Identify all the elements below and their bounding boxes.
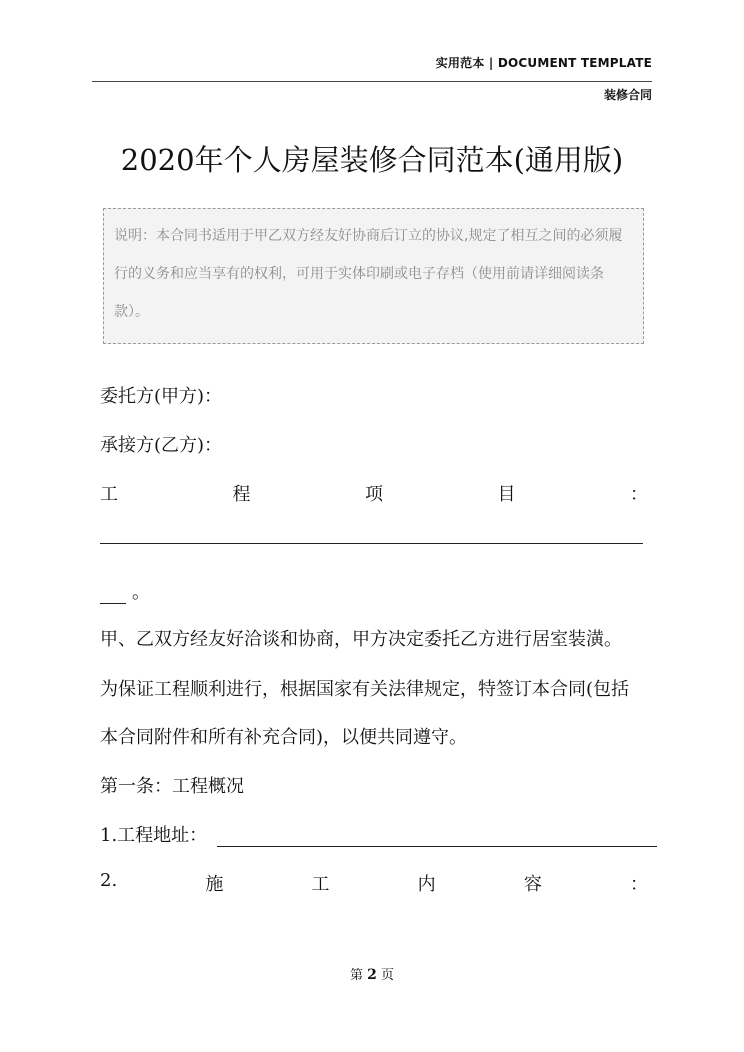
page-prefix: 第 bbox=[349, 968, 363, 983]
header-subtitle: 装修合同 bbox=[603, 88, 652, 102]
page-suffix: 页 bbox=[381, 968, 395, 983]
project-char: 目 bbox=[497, 484, 516, 505]
paragraph-2: 为保证工程顺利进行，根据国家有关法律规定，特签订本合同(包括 bbox=[100, 679, 630, 700]
project-char: ： bbox=[630, 484, 648, 505]
item-2-line bbox=[100, 870, 648, 896]
item-2-char: 内 bbox=[417, 874, 436, 895]
project-blank-end bbox=[100, 578, 150, 604]
item-2-char: ： bbox=[629, 874, 648, 895]
project-blank-line bbox=[100, 543, 643, 544]
document-title: 2020年个人房屋装修合同范本(通用版) bbox=[120, 143, 624, 177]
item-1-line bbox=[100, 821, 657, 847]
header-divider bbox=[92, 81, 652, 82]
note-box bbox=[103, 208, 644, 344]
paragraph-3: 本合同附件和所有补充合同)，以便共同遵守。 bbox=[100, 727, 468, 748]
project-blank-short bbox=[100, 603, 126, 604]
project-line bbox=[100, 480, 648, 506]
page-number-value: 2 bbox=[367, 967, 377, 983]
project-char: 程 bbox=[232, 484, 251, 505]
item-2-char: 容 bbox=[523, 874, 542, 895]
address-blank-line bbox=[217, 846, 657, 847]
article-1-heading: 第一条：工程概况 bbox=[100, 776, 244, 797]
item-2-char: 施 bbox=[205, 874, 224, 895]
item-1-label: 1.工程地址： bbox=[100, 825, 208, 846]
page-number bbox=[0, 964, 744, 983]
party-b-line: 承接方(乙方)： bbox=[100, 435, 223, 456]
project-char: 工 bbox=[100, 484, 118, 505]
project-char: 项 bbox=[365, 484, 383, 505]
paragraph-1: 甲、乙双方经友好洽谈和协商，甲方决定委托乙方进行居室装潢。 bbox=[100, 629, 622, 650]
item-2-char: 2. bbox=[100, 870, 118, 891]
header-label: 实用范本 | DOCUMENT TEMPLATE bbox=[435, 56, 652, 70]
note-text: 说明：本合同书适用于甲乙双方经友好协商后订立的协议,规定了相互之间的必须履行的义务和应当享有的权利，可用于实体印刷或电子存档（使用前请详细阅读条款）。 bbox=[114, 228, 623, 320]
item-2-char: 工 bbox=[311, 874, 330, 895]
party-a-line: 委托方(甲方)： bbox=[100, 386, 223, 407]
project-end-mark: 。 bbox=[132, 582, 150, 603]
